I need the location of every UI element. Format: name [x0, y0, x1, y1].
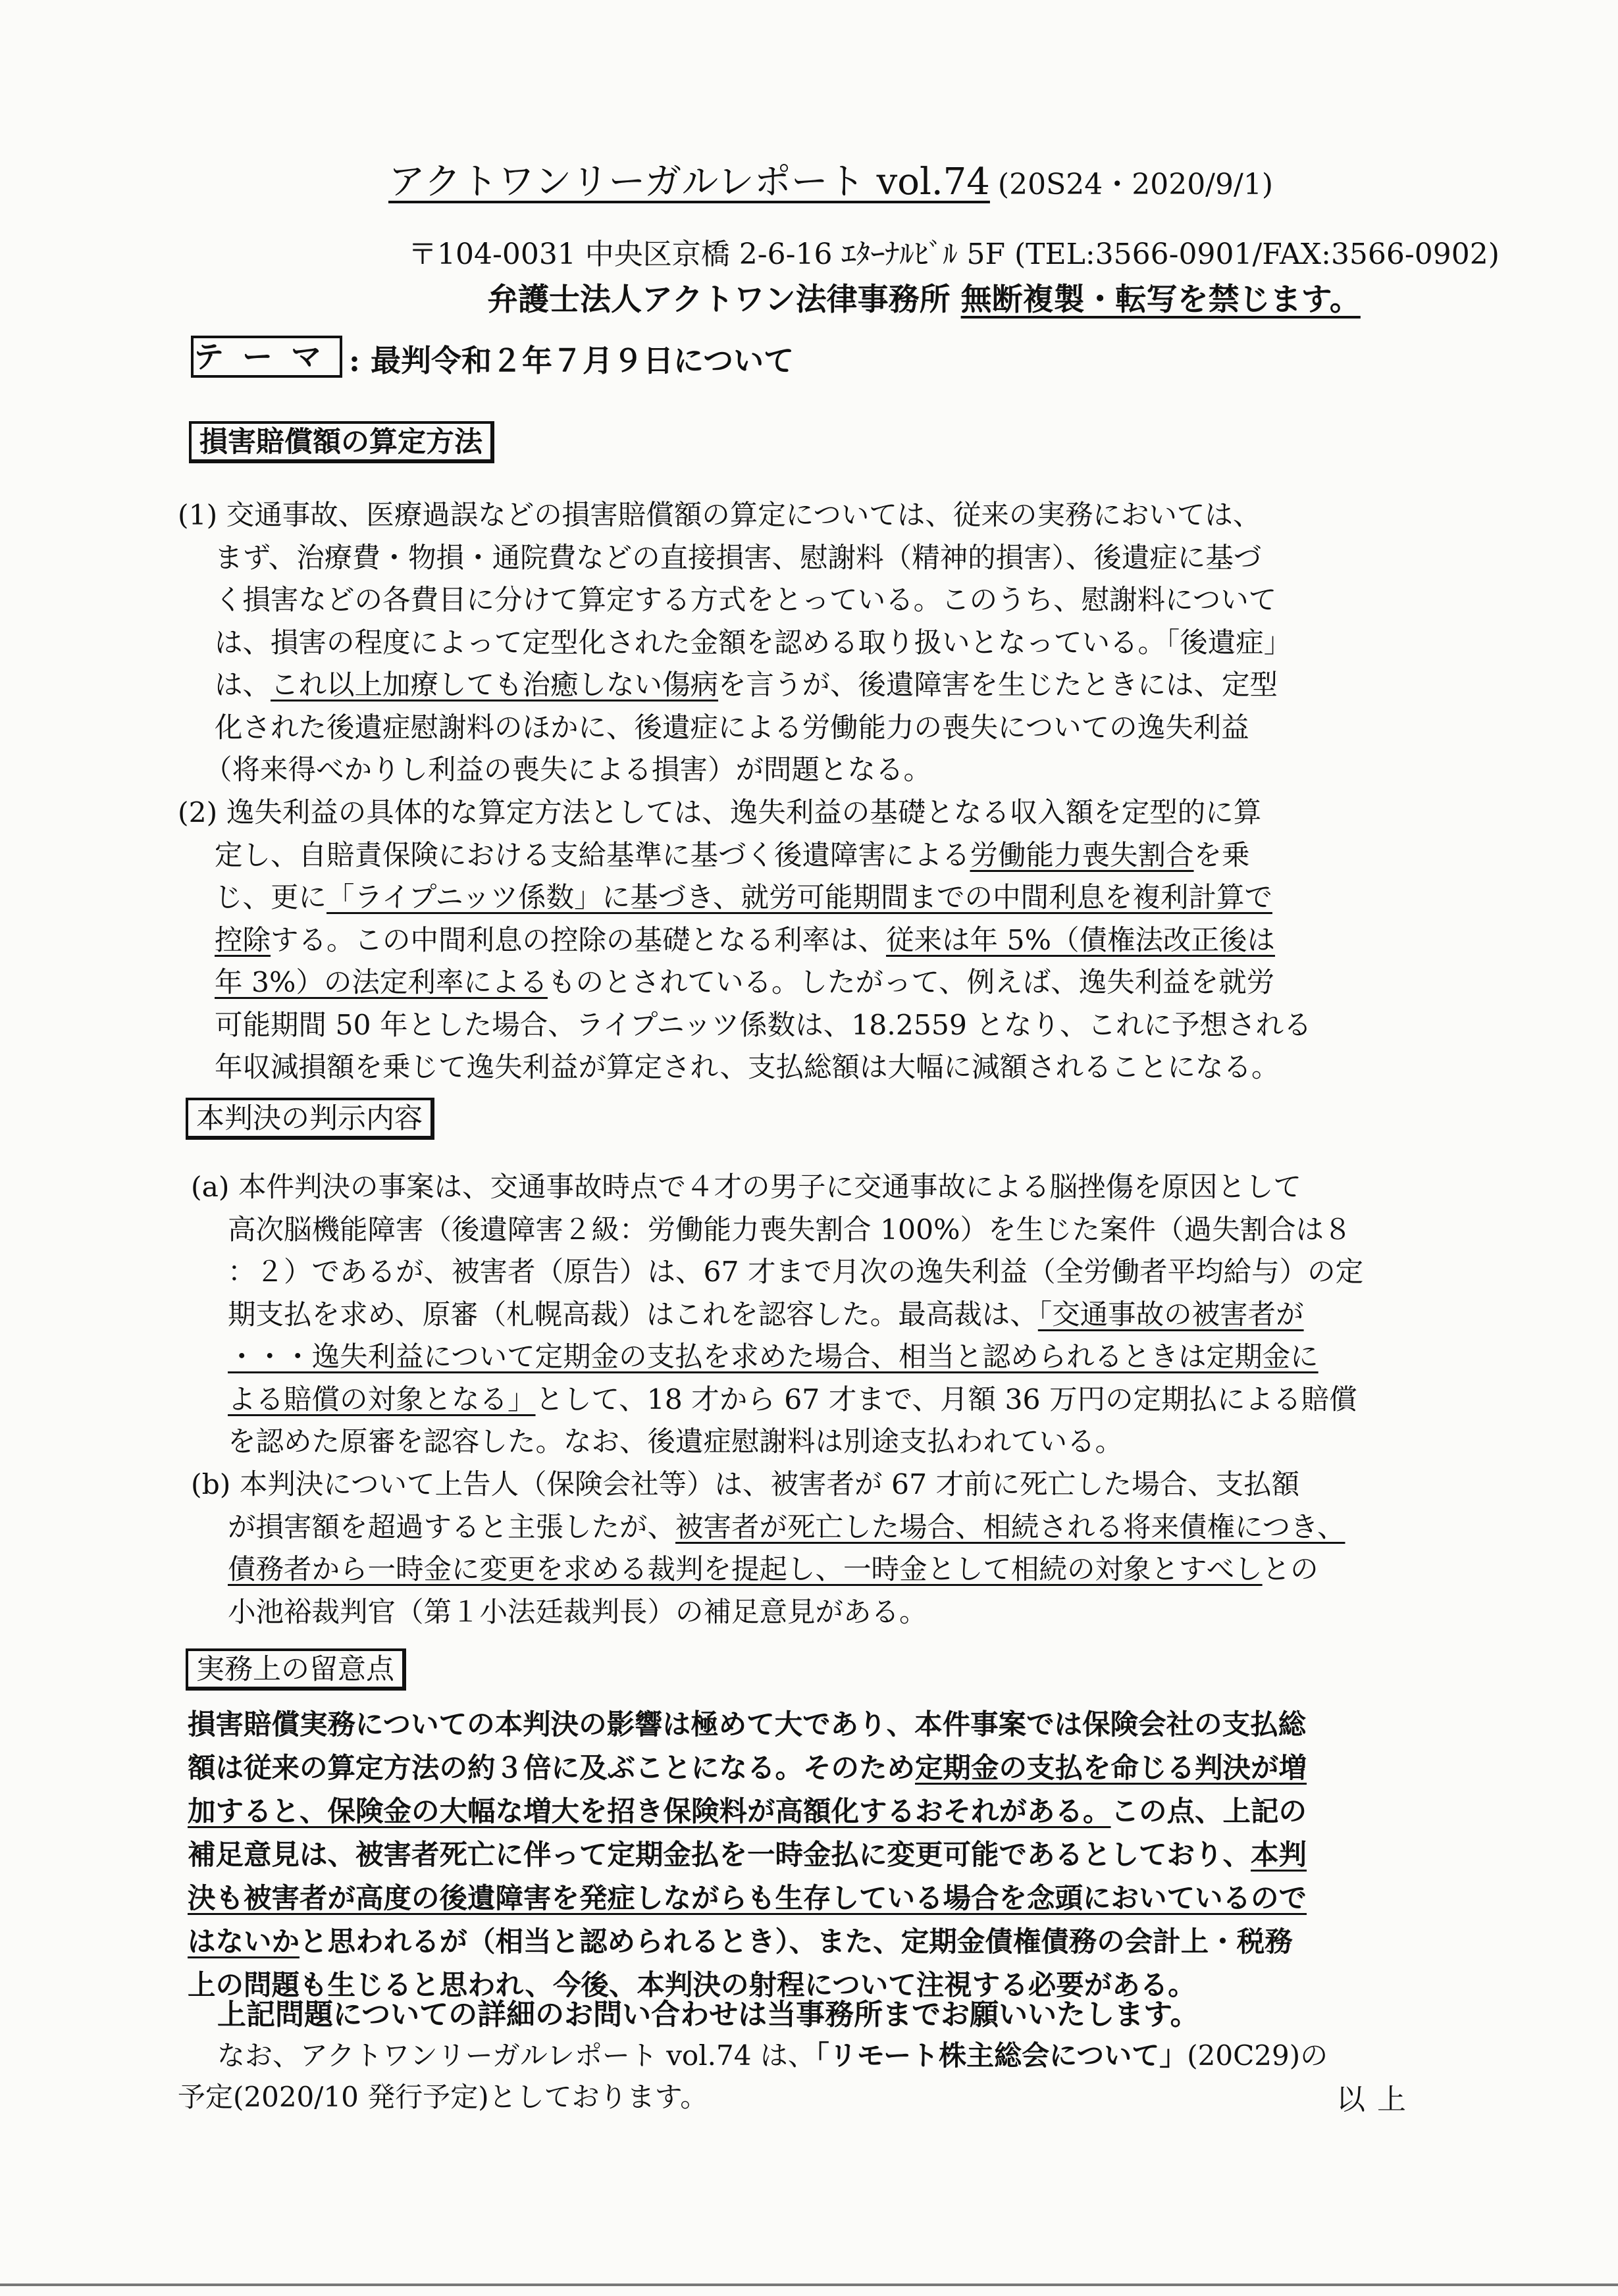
theme-text: : 最判令和２年７月９日について — [349, 343, 795, 378]
firm-line — [487, 275, 1361, 319]
theme-label-box: テーマ — [191, 336, 342, 378]
firm-name: 弁護士法人アクトワン法律事務所 — [487, 282, 951, 318]
copyright-notice: 無断複製・転写を禁じます。 — [960, 282, 1361, 318]
paragraph-b: (b) 本判決について上告人（保険会社等）は、被害者が 67 才前に死亡した場合、支払額 が損害額を超過すると主張したが、被害者が死亡した場合、相続される将来債権につき、 債務者から一時金に変更を求める裁判を提起し、一時金として相続の対象とすべしとの 小池裕裁判官（第１小法廷裁判長）の補足意見がある。 — [191, 1469, 1345, 1629]
next-issue-note: なお、アクトワンリーガルレポート vol.74 は、「リモート株主総会について」(20C29)の — [217, 2039, 1328, 2072]
bottom-scan-line — [0, 2283, 1618, 2286]
paragraph-practice: 損害賠償実務についての本判決の影響は極めて大であり、本件事案では保険会社の支払総 額は従来の算定方法の約３倍に及ぶことになる。そのため定期金の支払を命じる判決が増 加すると、保険金の大幅な増大を招き保険料が高額化するおそれがある。この点、上記の 補足意見は、被害者死亡に伴って定期金払を一時金払に変更可能であるとしており、本判 決も被害者が高度の後遺障害を発症しながらも生存している場合を念頭においているので はないかと思われるが（相当と認められるとき）、また、定期金債権債務の会計上・税務 上の問題も生じると思われ、今後、本判決の射程について注視する必要がある。 — [188, 1708, 1307, 2002]
section-heading-practice: 実務上の留意点 — [186, 1648, 406, 1691]
office-address: 〒104-0031 中央区京橋 2-6-16 ｴﾀｰﾅﾙﾋﾞﾙ 5F (TEL:3566-0901/FAX:3566-0902) — [408, 238, 1500, 271]
section-heading-judgment: 本判決の判示内容 — [186, 1098, 434, 1140]
closing-mark: 以上 — [1336, 2083, 1418, 2116]
section-heading-calculation: 損害賠償額の算定方法 — [189, 421, 494, 463]
next-issue-schedule: 予定(2020/10 発行予定)としております。 — [178, 2081, 708, 2113]
paragraph-1: (1) 交通事故、医療過誤などの損害賠償額の算定については、従来の実務においては、 まず、治療費・物損・通院費などの直接損害、慰謝料（精神的損害）、後遺症に基づ く損害などの各費目に分けて算定する方式をとっている。このうち、慰謝料について は、損害の程度によって定型化された金額を認める取り扱いとなっている。「後遺症」 は、これ以上加療しても治癒しない傷病を言うが、後遺障害を生じたときには、定型 化された後遺症慰謝料のほかに、後遺症による労働能力の喪失についての逸失利益 （将来得べかりし利益の喪失による損害）が問題となる。 — [178, 499, 1292, 786]
report-title: アクトワンリーガルレポート vol.74 (20S24・2020/9/1) — [388, 161, 1273, 203]
paragraph-a: (a) 本件判決の事案は、交通事故時点で４才の男子に交通事故による脳挫傷を原因として 高次脳機能障害（後遺障害２級：労働能力喪失割合 100%）を生じた案件（過失割合は８ ：２）であるが、被害者（原告）は、67 才まで月次の逸失利益（全労働者平均給与）の定 期支払を求め、原審（札幌高裁）はこれを認容した。最高裁は、「交通事故の被害者が ・・・逸失利益について定期金の支払を求めた場合、相当と認められるときは定期金に よる賠償の対象となる」として、18 才から 67 才まで、月額 36 万円の定期払による賠償 を認めた原審を認容した。なお、後遺症慰謝料は別途支払われている。 — [191, 1171, 1364, 1458]
paragraph-2: (2) 逸失利益の具体的な算定方法としては、逸失利益の基礎となる収入額を定型的に算 定し、自賠責保険における支給基準に基づく後遺障害による労働能力喪失割合を乗 じ、更に「ライプニッツ係数」に基づき、就労可能期間までの中間利息を複利計算で 控除する。この中間利息の控除の基礎となる利率は、従来は年 5%（債権法改正後は 年 3%）の法定利率によるものとされている。したがって、例えば、逸失利益を就労 可能期間 50 年とした場合、ライプニッツ係数は、18.2559 となり、これに予想される 年収減損額を乗じて逸失利益が算定され、支払総額は大幅に減額されることになる。 — [178, 797, 1312, 1084]
inquiry-note: 上記問題についての詳細のお問い合わせは当事務所までお願いいたします。 — [217, 1998, 1199, 2031]
